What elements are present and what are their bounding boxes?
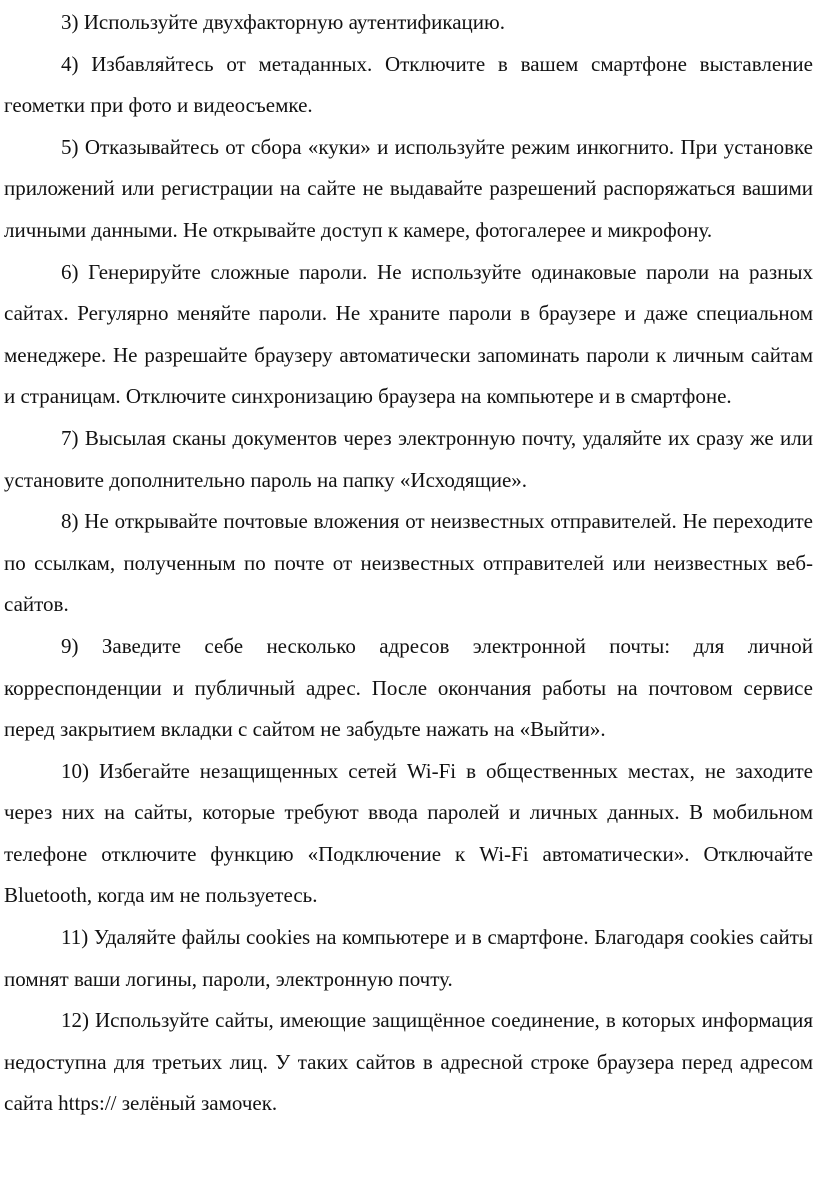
paragraph-item-10: 10) Избегайте незащищенных сетей Wi-Fi в общественных местах, не заходите через них на сайты, которые требуют ввода паролей и личных данных. В мобильном телефоне отключите функцию «Подключение к Wi-Fi автоматически». Отключайте Bluetooth, когда им не пользуетесь. [4, 758, 813, 908]
paragraph-item-9: 9) Заведите себе несколько адресов электронной почты: для личной корреспонденции и публичный адрес. После окончания работы на почтовом сервисе перед закрытием вкладки с сайтом не забудьте нажать на «Выйти». [4, 633, 813, 742]
paragraph-item-4: 4) Избавляйтесь от метаданных. Отключите в вашем смартфоне выставление геометки при фото и видеосъемке. [4, 51, 813, 118]
paragraph-item-6: 6) Генерируйте сложные пароли. Не используйте одинаковые пароли на разных сайтах. Регулярно меняйте пароли. Не храните пароли в браузере и даже специальном менеджере. Не разрешайте браузеру автоматически запоминать пароли к личным сайтам и страницам. Отключите синхронизацию браузера на компьютере и в смартфоне. [4, 259, 813, 409]
paragraph-item-11: 11) Удаляйте файлы cookies на компьютере и в смартфоне. Благодаря cookies сайты помнят ваши логины, пароли, электронную почту. [4, 925, 813, 991]
paragraph-item-3: 3) Используйте двухфакторную аутентификацию. [61, 10, 505, 34]
paragraph-item-5: 5) Отказывайтесь от сбора «куки» и используйте режим инкогнито. При установке приложений или регистрации на сайте не выдавайте разрешений распоряжаться вашими личными данными. Не открывайте доступ к камере, фотогалерее и микрофону. [4, 134, 813, 242]
paragraph-item-12: 12) Используйте сайты, имеющие защищённое соединение, в которых информация недоступна для третьих лиц. У таких сайтов в адресной строке браузера перед адресом сайта https:// зелёный замочек. [4, 1008, 813, 1116]
paragraph-item-8: 8) Не открывайте почтовые вложения от неизвестных отправителей. Не переходите по ссылкам, полученным по почте от неизвестных отправителей или неизвестных веб-сайтов. [4, 509, 813, 617]
paragraph-item-7: 7) Высылая сканы документов через электронную почту, удаляйте их сразу же или установите дополнительно пароль на папку «Исходящие». [4, 425, 813, 492]
